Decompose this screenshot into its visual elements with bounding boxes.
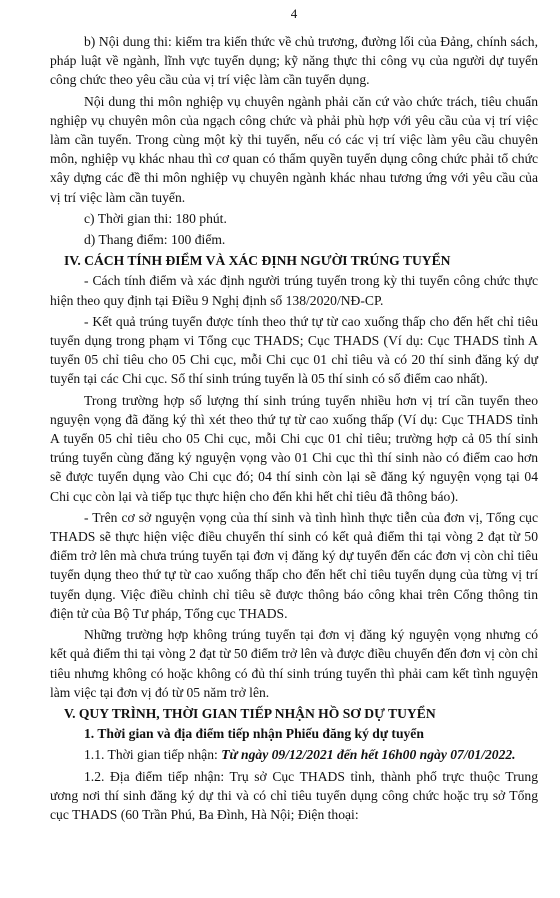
paragraph-specialized-content: Nội dung thi môn nghiệp vụ chuyên ngành phải căn cứ vào chức trách, tiêu chuẩn nghiệp vụ chuyên môn của ngạch công chức và phải phù hợp với yêu cầu của vị trí việc làm cần tuyển. Trong cùng một kỳ thi tuyển, nếu có các vị trí việc làm yêu cầu chuyên môn, nghiệp vụ khác nhau thì cơ quan có thẩm quyền tuyển dụng công chức phải tổ chức xây dựng các đề thi môn nghiệp vụ chuyên ngành khác nhau tương ứng với yêu cầu của vị trí việc làm cần tuyển. [50, 93, 538, 205]
section-heading-v: V. QUY TRÌNH, THỜI GIAN TIẾP NHẬN HỒ SƠ DỰ TUYỂN [64, 705, 436, 721]
paragraph-exam-time: c) Thời gian thi: 180 phút. [84, 210, 227, 226]
item-receiving-time [50, 745, 538, 764]
paragraph-result-order: - Kết quả trúng tuyển được tính theo thứ tự từ cao xuống thấp cho đến hết chỉ tiêu tuyển dụng trong phạm vi Tổng cục THADS; Cục THADS (Ví dụ: Cục THADS tỉnh A tuyển 05 chỉ tiêu cho 05 Chi cục, mỗi Chi cục 01 chỉ tiêu và có 20 thí sinh đăng ký dự tuyển tại các Chi cục. Số thí sinh trúng tuyển là 05 thí sinh có số điểm cao nhất). [50, 313, 538, 387]
section-heading-iv: IV. CÁCH TÍNH ĐIỂM VÀ XÁC ĐỊNH NGƯỜI TRÚNG TUYỂN [64, 253, 451, 269]
paragraph-commitment: Những trường hợp không trúng tuyển tại đơn vị đăng ký nguyện vọng nhưng có kết quả điểm thi tại vòng 2 đạt từ 50 điểm trở lên và được điều chuyển đến đơn vị còn chỉ tiêu nhưng không có hoặc không có đủ thí sinh trúng tuyển thì phải cam kết tình nguyện làm việc tại đơn vị đó từ 05 năm trở lên. [50, 627, 538, 700]
paragraph-transfer: - Trên cơ sở nguyện vọng của thí sinh và tình hình thực tiễn của đơn vị, Tổng cục THADS sẽ thực hiện việc điều chuyển thí sinh có kết quả điểm thi tại vòng 2 đạt từ 50 điểm trở lên mà chưa trúng tuyển tại đơn vị đăng ký dự tuyển đến các đơn vị còn chỉ tiêu tuyển dụng theo thứ tự từ cao xuống thấp cho đến hết chỉ tiêu tuyển dụng của từng vị trí tuyển dụng. Việc điều chỉnh chỉ tiêu sẽ được thông báo công khai trên Cổng thông tin điện tử của Bộ Tư pháp, Tổng cục THADS. [50, 509, 538, 621]
subsection-heading-1: 1. Thời gian và địa điểm tiếp nhận Phiếu đăng ký dự tuyển [84, 726, 424, 742]
paragraph-scoring-method: - Cách tính điểm và xác định người trúng tuyển trong kỳ thi tuyển công chức thực hiện theo quy định tại Điều 9 Nghị định số 138/2020/NĐ-CP. [50, 273, 538, 308]
item-receiving-time-value: Từ ngày 09/12/2021 đến hết 16h00 ngày 07/01/2022. [221, 747, 516, 763]
item-receiving-time-label: 1.1. Thời gian tiếp nhận: [84, 747, 222, 763]
paragraph-score-scale: d) Thang điểm: 100 điểm. [84, 232, 226, 248]
paragraph-content-b: b) Nội dung thi: kiểm tra kiến thức về chủ trương, đường lối của Đảng, chính sách, pháp luật về ngành, lĩnh vực tuyển dụng; kỹ năng thực thi công vụ của người dự tuyển công chức theo yêu cầu của vị trí việc làm cần tuyển dụng. [50, 34, 538, 88]
page-number: 4 [290, 6, 298, 21]
paragraph-excess-candidates: Trong trường hợp số lượng thí sinh trúng tuyển nhiều hơn vị trí cần tuyển theo nguyện vọng đã đăng ký thì xét theo thứ tự từ cao xuống thấp (Ví dụ: Cục THADS tỉnh A tuyển 05 chỉ tiêu cho 05 Chi cục, mỗi Chi cục 01 chỉ tiêu; trường hợp cả 05 thí sinh trúng tuyển cùng đăng ký nguyện vọng vào 01 Chi cục thì thí sinh nào có điểm cao hơn sẽ được tuyển dụng vào Chi cục đó; 04 thí sinh còn lại sẽ đăng ký nguyện vọng tại 04 Chi cục còn lại và tiếp tục thực hiện cho đến khi hết chỉ tiêu đã thông báo). [50, 392, 538, 504]
item-receiving-location: 1.2. Địa điểm tiếp nhận: Trụ sở Cục THADS tỉnh, thành phố trực thuộc Trung ương nơi thí sinh đăng ký dự thi và có chỉ tiêu tuyển dụng công chức hoặc trụ sở Tổng cục THADS (60 Trần Phú, Ba Đình, Hà Nội; Điện thoại: [50, 768, 538, 822]
